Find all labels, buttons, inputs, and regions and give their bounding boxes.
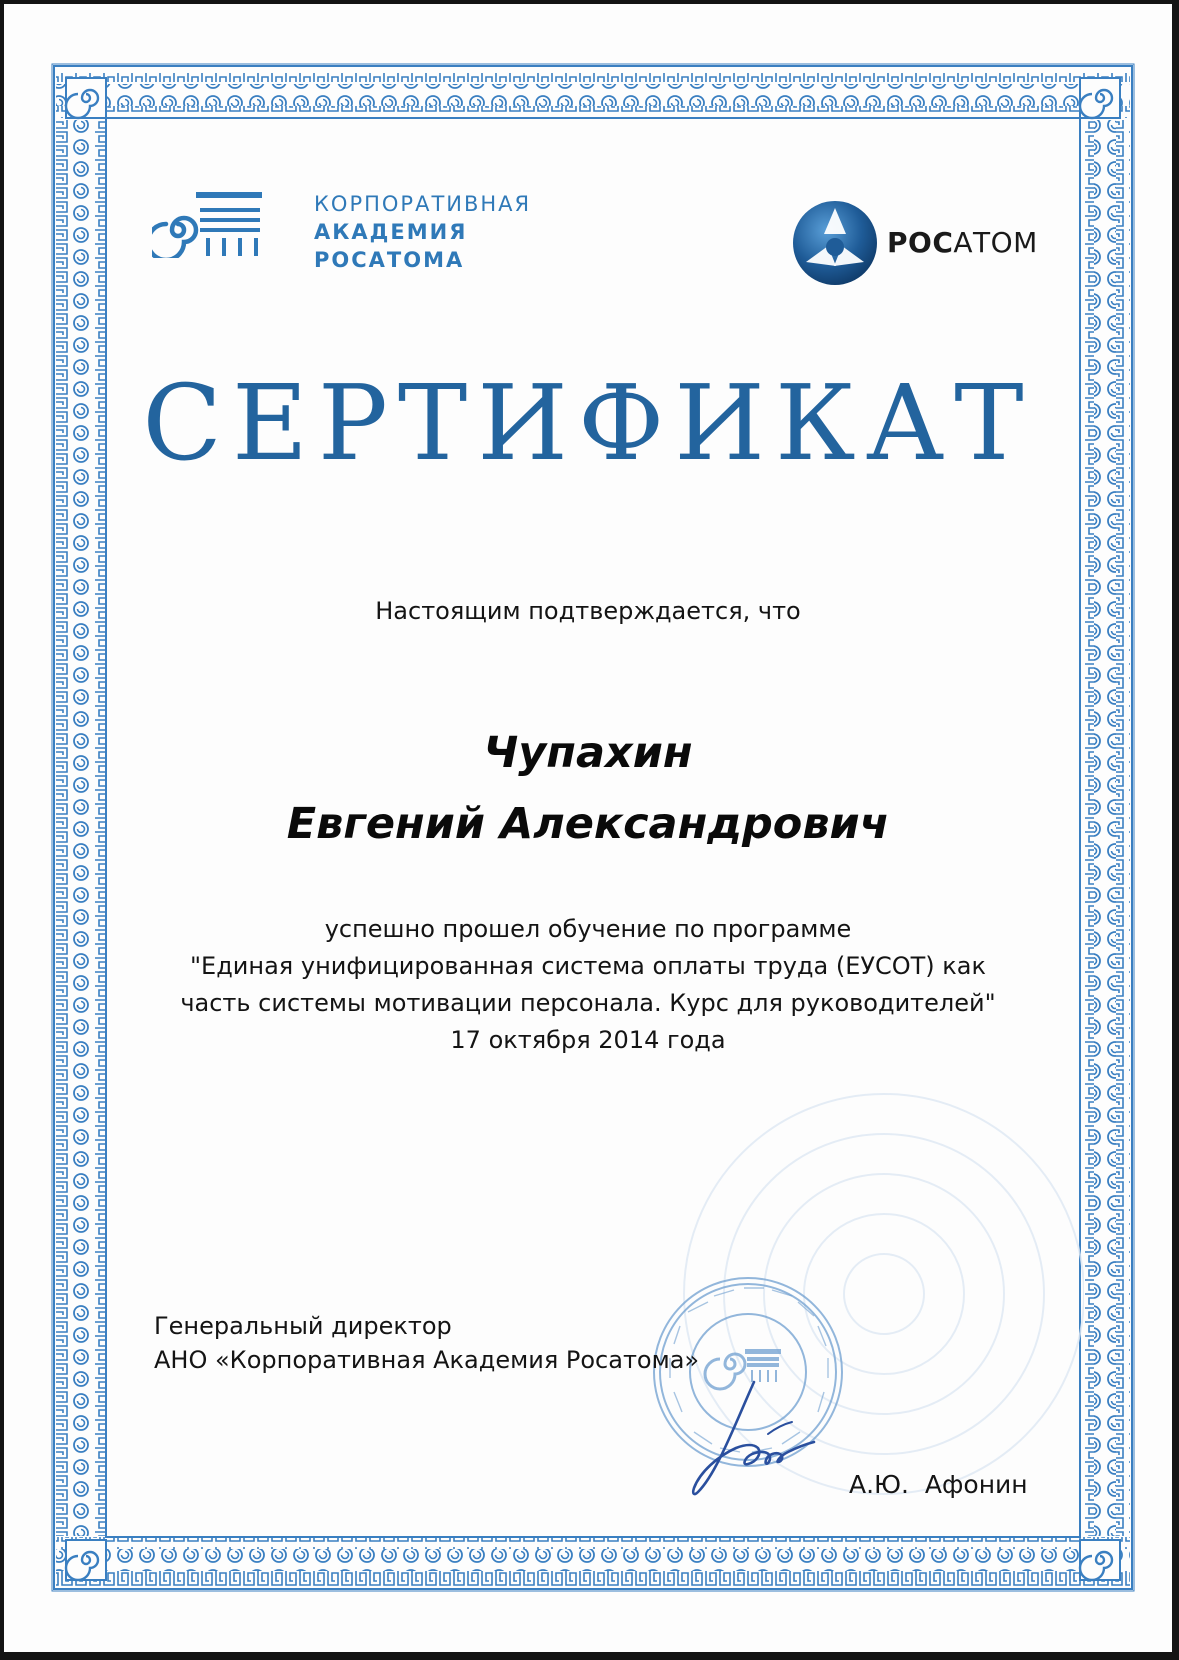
- academy-logo-icon: [152, 192, 272, 258]
- program-line-1: успешно прошел обучение по программе: [324, 915, 852, 943]
- program-line-2: "Единая унифицированная система оплаты труда (ЕУСОТ) как: [190, 952, 986, 980]
- program-date: 17 октября 2014 года: [450, 1026, 726, 1054]
- academy-logo-line-3: РОСАТОМА: [314, 248, 465, 272]
- signatory-block: [154, 1309, 699, 1377]
- rosatom-logo-text: [887, 226, 1038, 259]
- certificate-sheet: [4, 4, 1172, 1652]
- certificate-title: СЕРТИФИКАТ: [142, 362, 1034, 484]
- academy-logo-line-2: АКАДЕМИЯ: [314, 220, 468, 244]
- signatory-name: А.Ю. Афонин: [849, 1470, 1028, 1499]
- academy-logo-line-1: КОРПОРАТИВНАЯ: [314, 192, 532, 216]
- rosatom-logo-bold: РОС: [887, 226, 954, 259]
- signatory-position: Генеральный директор: [154, 1312, 452, 1340]
- handwritten-signature: [684, 1374, 824, 1504]
- intro-text: Настоящим подтверждается, что: [375, 597, 801, 625]
- recipient-given-names: Евгений Александрович: [286, 799, 890, 849]
- rosatom-logo-regular: АТОМ: [953, 226, 1038, 259]
- signatory-organization: АНО «Корпоративная Академия Росатома»: [154, 1346, 700, 1374]
- rosatom-logo-icon: [792, 200, 878, 286]
- recipient-surname: Чупахин: [483, 728, 693, 778]
- program-line-3: часть системы мотивации персонала. Курс для руководителей": [180, 989, 996, 1017]
- academy-logo-text: [314, 190, 554, 274]
